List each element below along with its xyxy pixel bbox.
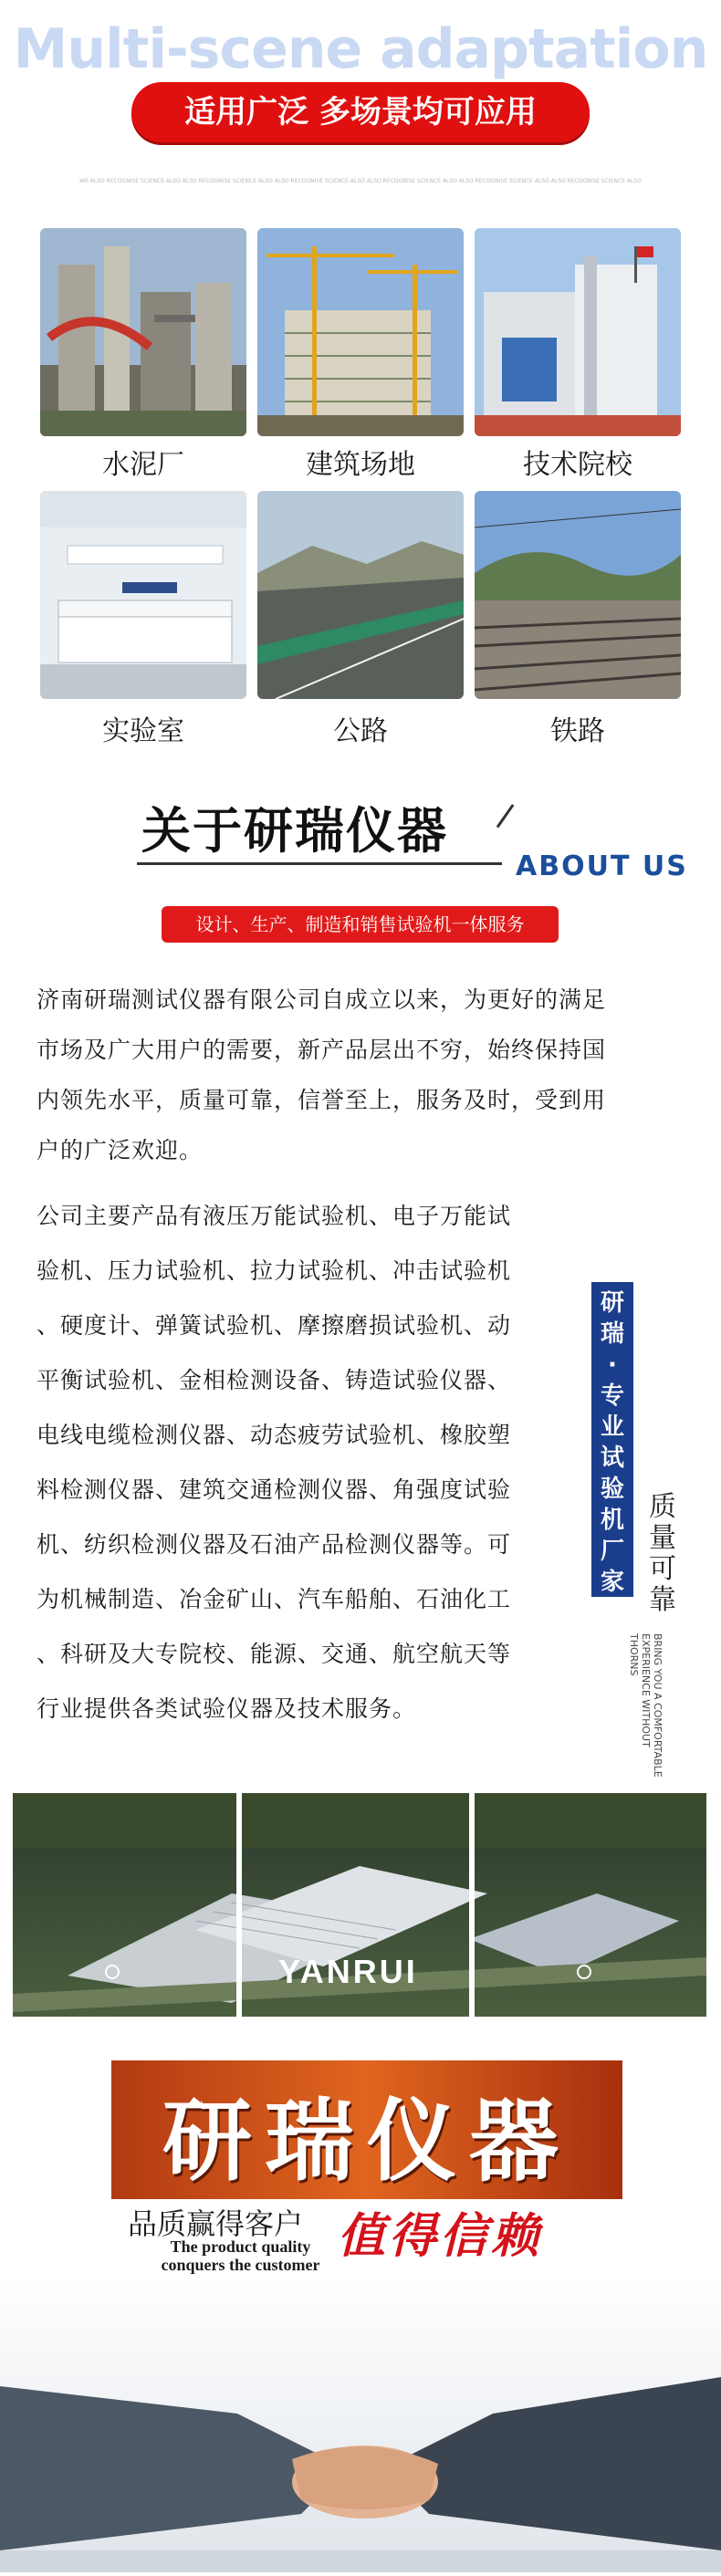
- slogan-en-line: The product quality: [170, 2237, 311, 2256]
- about-paragraph-products: [37, 1189, 593, 1736]
- scene-label-construction: 建筑场地: [306, 449, 415, 481]
- scene-label-lab: 实验室: [102, 715, 184, 747]
- about-paragraph-intro: [37, 975, 689, 1175]
- vertical-en-text: BRING YOU A COMFORTABLE EXPERIENCE WITHOUT THORNS: [628, 1633, 664, 1778]
- scene-label-highway: 公路: [333, 715, 388, 747]
- badge-char: ·: [608, 1351, 617, 1379]
- section-bg-title: Multi-scene adaptation: [13, 17, 708, 81]
- vertical-badge-factory: [591, 1282, 633, 1597]
- about-title-en: ABOUT US: [516, 850, 688, 882]
- intro-line: 内领先水平，质量可靠，信誉至上，服务及时，受到用: [37, 1087, 607, 1113]
- products-line: 、科研及大专院校、能源、交通、航空航天等: [37, 1641, 512, 1667]
- quality-char: 质: [649, 1491, 676, 1523]
- badge-char: 专: [600, 1382, 624, 1410]
- scene-image-railway: [475, 491, 681, 699]
- badge-char: 瑞: [600, 1320, 624, 1348]
- slogan-en-line: conquers the customer: [161, 2256, 320, 2274]
- intro-line: 济南研瑞测试仪器有限公司自成立以来，为更好的满足: [37, 986, 607, 1013]
- scene-image-construction: [257, 228, 464, 436]
- scene-image-highway: [257, 491, 464, 699]
- fine-print: WE ALSO RECOGNISE SCIENCE ALSO ALSO RECOGNISE SCIENCE ALSO ALSO RECOGNISE SCIENCE ALSO ALSO RECOGNISE SCIENCE ALSO ALSO RECOGNISE SCIENCE ALSO ALSO RECOGNISE SCIENCE ALSO: [79, 178, 642, 184]
- about-underline: [137, 862, 502, 865]
- badge-char: 机: [600, 1507, 624, 1534]
- carousel-dot-prev[interactable]: [105, 1965, 120, 1979]
- products-line: 、硬度计、弹簧试验机、摩擦磨损试验机、动: [37, 1312, 512, 1339]
- intro-line: 市场及广大用户的需要，新产品层出不穷，始终保持国: [37, 1037, 607, 1063]
- scene-label-railway: 铁路: [550, 715, 605, 747]
- badge-char: 厂: [600, 1538, 624, 1565]
- products-line: 机、纺织检测仪器及石油产品检测仪器等。可: [37, 1531, 512, 1558]
- products-line: 平衡试验机、金相检测设备、铸造试验仪器、: [37, 1367, 512, 1393]
- badge-char: 试: [600, 1444, 624, 1472]
- products-line: 为机械制造、冶金矿山、汽车船舶、石油化工: [37, 1586, 512, 1612]
- about-subtitle: 设计、生产、制造和销售试验机一体服务: [162, 906, 559, 943]
- brand-slogan-en: [142, 2237, 339, 2274]
- products-line: 行业提供各类试验仪器及技术服务。: [37, 1695, 417, 1722]
- carousel-dot-next[interactable]: [577, 1965, 591, 1979]
- about-title: 关于研瑞仪器: [141, 802, 448, 860]
- quality-char: 可: [649, 1553, 676, 1585]
- products-line: 验机、压力试验机、拉力试验机、冲击试验机: [37, 1257, 512, 1284]
- about-slant-divider: [496, 804, 515, 828]
- intro-line: 户的广泛欢迎。: [37, 1137, 204, 1163]
- scene-label-school: 技术院校: [523, 449, 632, 481]
- badge-char: 验: [600, 1476, 624, 1503]
- brand-title: 研瑞仪器: [162, 2089, 571, 2194]
- scene-image-cement: [40, 228, 246, 436]
- scene-label-cement: 水泥厂: [102, 449, 184, 481]
- products-line: 料检测仪器、建筑交通检测仪器、角强度试验: [37, 1476, 512, 1503]
- brand-slogan: 品质赢得客户: [128, 2206, 304, 2241]
- scenes-banner: 适用广泛 多场景均可应用: [131, 82, 590, 142]
- products-line: 电线电缆检测仪器、动态疲劳试验机、橡胶塑: [37, 1422, 512, 1448]
- quality-char: 靠: [649, 1584, 676, 1616]
- scene-image-school: [475, 228, 681, 436]
- factory-brand-label: YANRUI: [278, 1953, 418, 1990]
- products-line: 公司主要产品有液压万能试验机、电子万能试: [37, 1203, 512, 1229]
- handshake-image: [0, 2277, 721, 2572]
- badge-char: 研: [600, 1289, 624, 1317]
- badge-char: 家: [600, 1569, 624, 1596]
- brand-trust: 值得信赖: [338, 2208, 543, 2264]
- scene-image-lab: [40, 491, 246, 699]
- badge-char: 业: [600, 1413, 624, 1441]
- vertical-quality: [644, 1492, 681, 1616]
- quality-char: 量: [649, 1522, 676, 1554]
